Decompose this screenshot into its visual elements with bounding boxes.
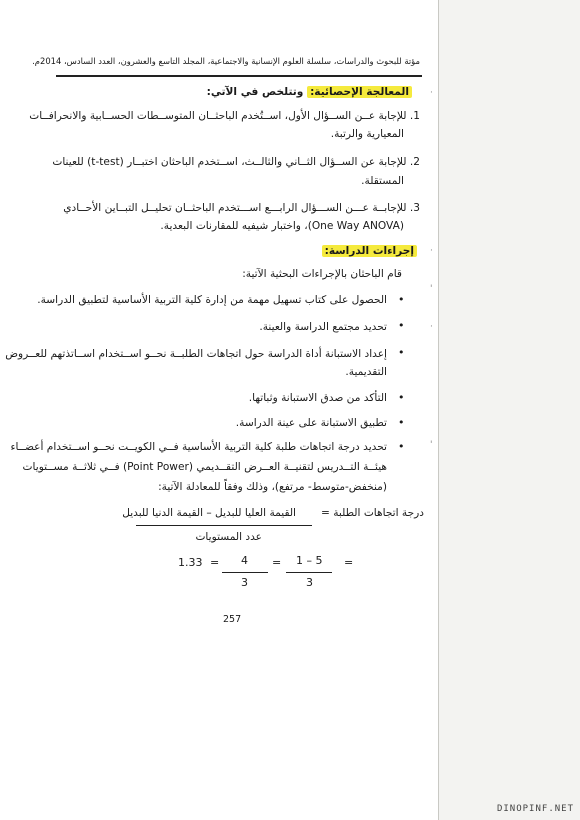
margin-mark: ' (430, 284, 433, 294)
equation-denominator: عدد المستويات (195, 531, 262, 543)
stats-item-number: 2. (409, 156, 420, 168)
procedure-item-5: تطبيق الاستبانة على عينة الدراسة. (235, 417, 387, 429)
stats-section-title: المعالجة الإحصائية: (307, 86, 412, 98)
fraction1-bar (286, 572, 332, 573)
fraction1-numerator: 1 – 5 (296, 554, 323, 567)
stats-item-3-cont: (One Way ANOVA)، واختبار شيفيه للمقارنات البعدية. (160, 220, 404, 232)
bullet-symbol: • (398, 416, 405, 429)
stats-item-text: للإجابة عن الســؤال الثــاني والثالــث، اســتخدم الباحثان اختبــار (t-test) للعينات (52, 156, 407, 168)
procedure-item-6-cont: هيئــة التــدريس لتقنيــة العــرض التقــديمي (Point Power) فــي ثلاثــة مســتويات (22, 461, 387, 473)
fraction2-denominator: 3 (241, 576, 248, 589)
bullet-symbol: • (398, 346, 405, 359)
fraction2-bar (222, 572, 268, 573)
fraction1-denominator: 3 (306, 576, 313, 589)
stats-item-number: 1. (409, 110, 420, 122)
equation-numerator: القيمة العليا للبديل – القيمة الدنيا للبديل (122, 507, 296, 519)
procedure-item-6: تحديد درجة اتجاهات طلبة كلية التربية الأساسية فــي الكويــت نحــو اســتخدام أعضــاء (10, 441, 387, 453)
procedure-item-3-cont: التقديمية. (345, 366, 387, 378)
stats-item-1 (29, 110, 420, 123)
stats-item-number: 3. (409, 202, 420, 214)
margin-mark: · (430, 246, 433, 256)
bullet-symbol: • (398, 391, 405, 404)
bullet-symbol: • (398, 293, 405, 306)
stats-item-1-cont: المعيارية والرتبة. (330, 128, 404, 140)
equals-sign: = (210, 556, 220, 569)
stats-item-2-cont: المستقلة. (361, 175, 404, 187)
procedure-item-4: التأكد من صدق الاستبانة وثباتها. (248, 392, 387, 404)
stats-item-text: للإجابــة عـــن الســـؤال الرابـــع اســـتخدم الباحثــان تحليــل التبــاين الأحــادي (63, 202, 407, 214)
procedures-intro: قام الباحثان بالإجراءات البحثية الآتية: (242, 268, 402, 280)
equation-lhs: درجة اتجاهات الطلبة = (320, 507, 424, 519)
fraction2-numerator: 4 (241, 554, 248, 567)
site-watermark: DINOPINF.NET (496, 804, 574, 814)
procedure-item-2: تحديد مجتمع الدراسة والعينة. (259, 321, 387, 333)
procedures-section-heading (322, 245, 417, 258)
equals-sign: = (344, 556, 354, 569)
stats-item-3 (63, 202, 420, 215)
stats-item-text: للإجابة عــن الســؤال الأول، اســتُخدم الباحثــان المتوســطات الحســابية والانحرافــات (29, 110, 407, 122)
running-header: مؤتة للبحوث والدراسات، سلسلة العلوم الإنسانية والاجتماعية، المجلد التاسع والعشرون، العدد السادس، 2014م. (32, 56, 420, 66)
procedure-item-3: إعداد الاستبانة أداة الدراسة حول اتجاهات الطلبــة نحــو اســتخدام اســاتذتهم للعــروض (5, 348, 387, 360)
procedure-item-1: الحصول على كتاب تسهيل مهمة من إدارة كلية التربية الأساسية لتطبيق الدراسة. (37, 294, 387, 306)
stats-section-title-rest: وتتلخص في الآتي: (206, 86, 308, 98)
equals-sign: = (272, 556, 282, 569)
equation-result: 1.33 (178, 556, 203, 569)
stats-item-2 (52, 156, 420, 169)
margin-mark: ' (430, 440, 433, 450)
header-rule (56, 75, 422, 77)
margin-mark: · (430, 88, 433, 98)
page-number: 257 (223, 614, 242, 625)
bullet-symbol: • (398, 319, 405, 332)
procedure-item-6-cont: (منخفض-متوسط- مرتفع)، وذلك وفقاً للمعادلة الآتية: (158, 481, 387, 493)
stats-section-heading (207, 86, 412, 99)
margin-mark: · (430, 322, 433, 332)
procedures-section-title: إجراءات الدراسة: (322, 245, 417, 257)
fraction-bar (136, 525, 312, 526)
bullet-symbol: • (398, 440, 405, 453)
